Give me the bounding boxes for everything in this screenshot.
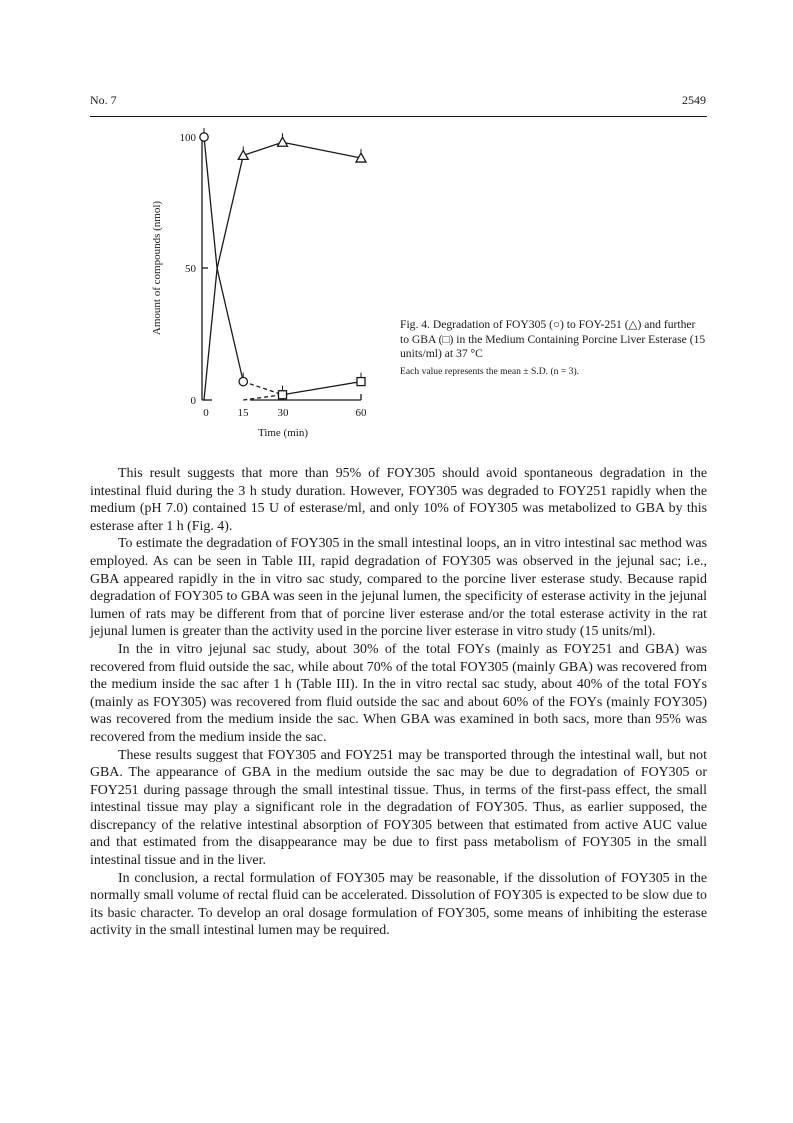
paragraph-5: In conclusion, a rectal formulation of FOY305 may be reasonable, if the dissolution of FOY305 in the normally small volume of rectal fluid can be accelerated. Dissolution of FOY305 is expected to be slow due to its basic character. To develop an oral dosage formulation of FOY305, some means of inhibiting the esterase activity in the small intestinal lumen may be required. [90,870,707,939]
x-tick-label-15: 15 [237,407,249,419]
foy251-segment [283,142,362,158]
degradation-chart [140,120,390,440]
foy251-marker [278,137,288,146]
gba-segment [283,382,362,395]
foy251-segment [217,155,243,268]
foy305-segment [204,137,217,269]
y-tick-label-50: 50 [185,263,196,275]
paragraph-2: To estimate the degradation of FOY305 in the small intestinal loops, an in vitro intestinal sac method was employed. As can be seen in Table III, rapid degradation of FOY305 was observed in the jejunal sac; i.e., GBA appeared rapidly in the in vitro sac study, compared to the porcine liver esterase study. Because rapid degradation of FOY305 to GBA was seen in the jejunal lumen, the specificity of esterase activity in the jejunal lumen of rats may be different from that of porcine liver esterase and/or the total esterase activity in the rat jejunal lumen is greater than the activity used in the porcine liver esterase in vitro study (15 units/ml). [90,536,707,640]
foy305-segment [243,382,282,395]
foy305-marker [239,377,247,385]
gba-segment [243,395,282,400]
gba-marker [357,378,365,386]
x-tick-label-60: 60 [355,407,367,419]
paragraph-1: This result suggests that more than 95% of FOY305 should avoid spontaneous degradation in the intestinal fluid during the 3 h study duration. However, FOY305 was degraded to FOY251 rapidly when the medium (pH 7.0) contained 15 U of esterase/ml, and only 10% of FOY305 was metabolized to GBA by this esterase after 1 h (Fig. 4). [90,466,707,534]
foy305-marker [200,133,208,141]
x-tick-label-0: 0 [203,407,209,419]
paragraph-3: In the in vitro jejunal sac study, about 30% of the total FOYs (mainly as FOY251 and GBA) was recovered from fluid outside the sac, while about 70% of the total FOY305 (mainly GBA) was recovered from the medium inside the sac after 1 h (Table III). In the in vitro rectal sac study, about 40% of the total FOYs (mainly as FOY305) was recovered from fluid outside the sac and about 60% of the FOYs (mainly FOY305) was recovered from the medium inside the sac. When GBA was examined in both sacs, more than 95% was recovered from the medium inside the sac. [90,641,707,745]
y-tick-label-0: 0 [190,395,196,407]
x-axis-title: Time (min) [257,427,309,439]
foy251-segment [243,142,282,155]
page-number: 2549 [682,93,706,107]
gba-marker [279,391,287,399]
foy251-segment [204,269,217,401]
caption-note: Each value represents the mean ± S.D. (n = 3). [400,365,580,377]
foy305-segment [217,269,243,382]
x-tick-label-30: 30 [277,407,289,419]
running-header-left: No. 7 [90,93,117,107]
y-axis-title: Amount of compounds (nmol) [151,200,163,336]
figure-caption [400,318,706,379]
paragraph-4: These results suggest that FOY305 and FOY251 may be transported through the intestinal wall, but not GBA. The appearance of GBA in the medium outside the sac may be due to degradation of FOY305 or FOY251 during passage through the small intestinal tissue. Thus, in terms of the first-pass effect, the small intestinal tissue may play a significant role in the degradation of FOY305. Thus, as earlier supposed, the discrepancy of the relative intestinal absorption of FOY305 between that estimated from active AUC value and that estimated from the disappearance may be due to first pass metabolism of FOY305 in the small intestinal tissue and in the liver. [90,747,707,869]
header-rule [90,116,707,117]
y-tick-label-100: 100 [179,132,196,144]
caption-title: Fig. 4. Degradation of FOY305 (○) to FOY-251 (△) and further to GBA (□) in the Medium Containing Porcine Liver Esterase (15 units/ml) at 37 °C [400,318,706,360]
body-text [90,465,707,940]
